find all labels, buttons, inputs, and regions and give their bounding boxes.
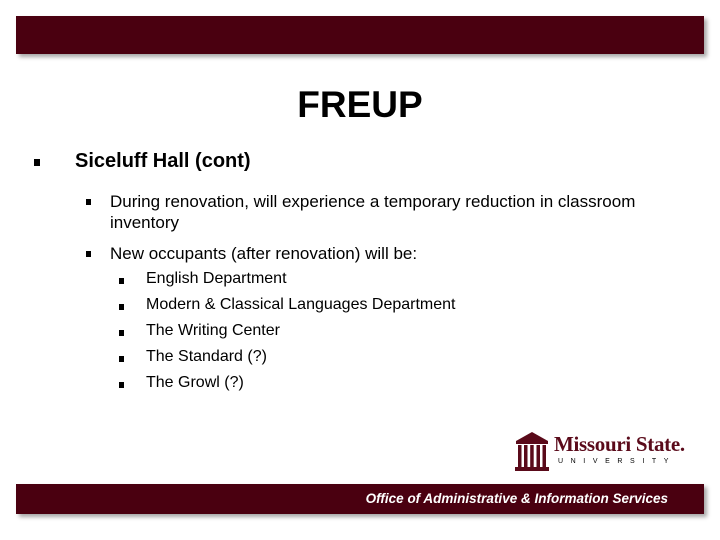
footer-text: Office of Administrative & Information Services: [365, 491, 668, 506]
subpoint-item: [86, 191, 646, 233]
square-bullet-icon: [86, 199, 91, 205]
university-logo: [514, 430, 684, 476]
square-bullet-icon: [119, 330, 124, 336]
header-bar: [16, 16, 704, 54]
building-icon: [514, 430, 550, 472]
occupant-text: Modern & Classical Languages Department: [146, 296, 456, 313]
square-bullet-icon: [86, 251, 91, 257]
occupant-text: The Writing Center: [146, 322, 280, 339]
square-bullet-icon: [119, 278, 124, 284]
square-bullet-icon: [119, 382, 124, 388]
slide-title: FREUP: [297, 84, 423, 125]
occupant-text: English Department: [146, 270, 287, 287]
subpoint-text: New occupants (after renovation) will be:: [110, 244, 418, 263]
heading-text: Siceluff Hall (cont): [75, 150, 251, 172]
footer-bar: [16, 484, 704, 514]
square-bullet-icon: [119, 304, 124, 310]
subpoint-text: During renovation, will experience a temporary reduction in classroom inventory: [110, 192, 636, 232]
occupant-text: The Standard (?): [146, 348, 267, 365]
square-bullet-icon: [34, 159, 40, 166]
occupant-text: The Growl (?): [146, 374, 244, 391]
subpoint-item: [86, 243, 646, 264]
square-bullet-icon: [119, 356, 124, 362]
logo-wordmark: Missouri State.: [554, 432, 685, 456]
logo-subtitle: UNIVERSITY: [558, 458, 677, 465]
